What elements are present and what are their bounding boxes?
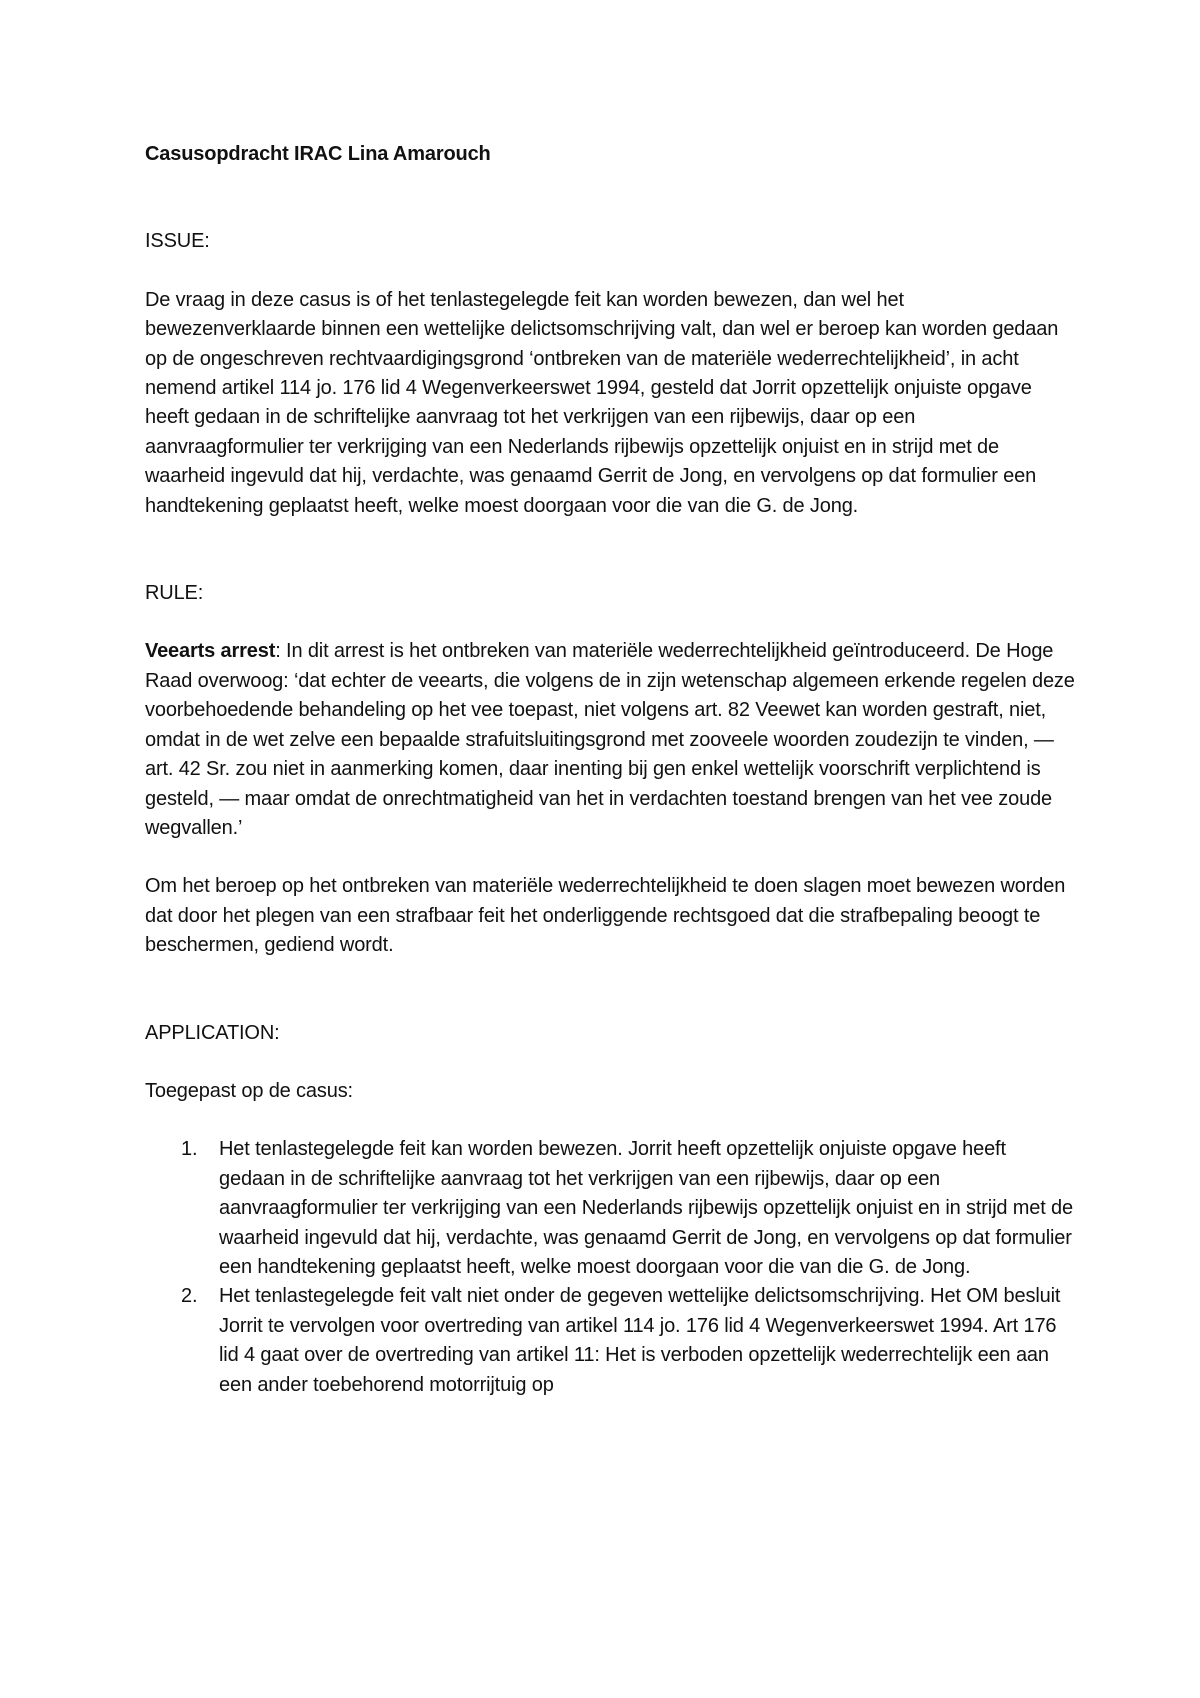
list-item-text: Het tenlastegelegde feit kan worden bewezen. Jorrit heeft opzettelijk onjuiste opgave heeft gedaan in de schriftelijke aanvraag tot het verkrijgen van een rijbewijs, daar op een aanvraagformulier ter verkrijging van een Nederlands rijbewijs opzettelijk onjuist en in strijd met de waarheid ingevuld dat hij, verdachte, was genaamd Gerrit de Jong, en vervolgens op dat formulier een handtekening geplaatst heeft, welke moest doorgaan voor die van die G. de Jong. <box>219 1138 1074 1278</box>
case-label: Veearts arrest <box>145 640 276 663</box>
document-page <box>145 140 1075 1400</box>
document-title: Casusopdracht IRAC Lina Amarouch <box>145 143 491 165</box>
application-list <box>145 1135 1075 1400</box>
issue-heading: ISSUE: <box>145 230 210 253</box>
application-intro: Toegepast op de casus: <box>145 1079 353 1102</box>
case-text: : In dit arrest is het ontbreken van materiële wederrechtelijkheid geïntroduceerd. De Hoge Raad overwoog: ‘dat echter de veearts, die volgens de in zijn wetenschap algemeen erkende regelen deze voorbehoedende behandeling op het vee toepast, niet volgens art. 82 Veewet kan worden gestraft, niet, omdat in de wet zelve een bepaalde strafuitsluitingsgrond met zooveele woorden zoudezijn te vinden, — art. 42 Sr. zou niet in aanmerking komen, daar inenting bij gen enkel wettelijk voorschrift verplichtend is gesteld, — maar omdat de onrechtmatigheid van het in verdachten toestand brengen van het vee zoude wegvallen.’ <box>145 640 1075 839</box>
list-item-number: 1. <box>181 1138 198 1161</box>
rule-paragraph <box>145 637 1075 843</box>
list-item-number: 2. <box>181 1285 198 1308</box>
application-heading: APPLICATION: <box>145 1021 280 1044</box>
list-item <box>145 1282 1075 1400</box>
issue-paragraph: De vraag in deze casus is of het tenlastegelegde feit kan worden bewezen, dan wel het bewezenverklaarde binnen een wettelijke delictsomschrijving valt, dan wel er beroep kan worden gedaan op de ongeschreven rechtvaardigingsgrond ‘ontbreken van de materiële wederrechtelijkheid’, in acht nemend artikel 114 jo. 176 lid 4 Wegenverkeerswet 1994, gesteld dat Jorrit opzettelijk onjuiste opgave heeft gedaan in de schriftelijke aanvraag tot het verkrijgen van een rijbewijs, daar op een aanvraagformulier ter verkrijging van een Nederlands rijbewijs opzettelijk onjuist en in strijd met de waarheid ingevuld dat hij, verdachte, was genaamd Gerrit de Jong, en vervolgens op dat formulier een handtekening geplaatst heeft, welke moest doorgaan voor die van die G. de Jong. <box>145 288 1059 517</box>
rule-paragraph-2: Om het beroep op het ontbreken van materiële wederrechtelijkheid te doen slagen moet bewezen worden dat door het plegen van een strafbaar feit het onderliggende rechtsgoed dat die strafbepaling beoogt te beschermen, gediend wordt. <box>145 875 1066 957</box>
list-item <box>145 1135 1075 1282</box>
list-item-text: Het tenlastegelegde feit valt niet onder de gegeven wettelijke delictsomschrijving. Het OM besluit Jorrit te vervolgen voor overtreding van artikel 114 jo. 176 lid 4 Wegenverkeerswet 1994. Art 176 lid 4 gaat over de overtreding van artikel 11: Het is verboden opzettelijk wederrechtelijk een aan een ander toebehorend motorrijtuig op <box>219 1285 1061 1396</box>
rule-heading: RULE: <box>145 582 204 605</box>
